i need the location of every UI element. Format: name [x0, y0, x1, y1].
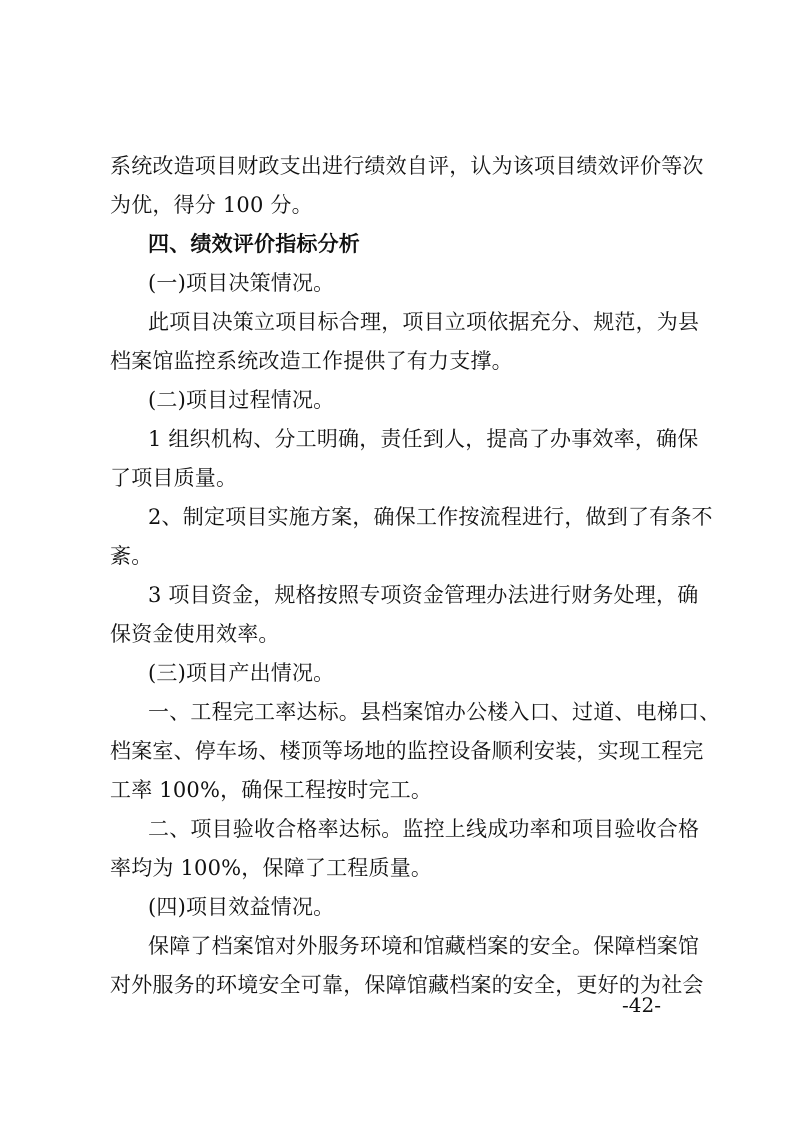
body-text-line: 保资金使用效率。	[110, 622, 280, 646]
body-text-line: 工率 100%，确保工程按时完工。	[110, 778, 433, 802]
body-text-line: 档案室、停车场、楼顶等场地的监控设备顺利安装，实现工程完	[110, 739, 704, 763]
body-text-line: 3 项目资金，规格按照专项资金管理办法进行财务处理，确	[148, 583, 699, 607]
body-text-line: 对外服务的环境安全可靠，保障馆藏档案的安全，更好的为社会	[110, 973, 704, 997]
body-text-line: 了项目质量。	[110, 466, 238, 490]
subsection-heading: (四)项目效益情况。	[148, 895, 335, 919]
subsection-heading: (三)项目产出情况。	[148, 661, 335, 685]
body-text-line: 二、项目验收合格率达标。监控上线成功率和项目验收合格	[148, 817, 700, 841]
body-text-line: 此项目决策立项目标合理，项目立项依据充分、规范，为县	[148, 310, 700, 334]
body-text-line: 紊。	[110, 544, 153, 568]
body-text-line: 为优，得分 100 分。	[110, 193, 313, 217]
body-text-line: 率均为 100%，保障了工程质量。	[110, 856, 433, 880]
body-text-line: 1 组织机构、分工明确，责任到人，提高了办事效率，确保	[148, 427, 699, 451]
subsection-heading: (一)项目决策情况。	[148, 271, 335, 295]
body-text-line: 保障了档案馆对外服务环境和馆藏档案的安全。保障档案馆	[148, 934, 700, 958]
body-text-line: 系统改造项目财政支出进行绩效自评，认为该项目绩效评价等次	[110, 154, 704, 178]
body-text-line: 一、工程完工率达标。县档案馆办公楼入口、过道、电梯口、	[148, 700, 721, 724]
subsection-heading: (二)项目过程情况。	[148, 388, 335, 412]
body-text-line: 2、制定项目实施方案，确保工作按流程进行，做到了有条不	[148, 505, 713, 529]
page-number: -42-	[622, 993, 661, 1017]
body-text-line: 档案馆监控系统改造工作提供了有力支撑。	[110, 349, 513, 373]
section-heading: 四、绩效评价指标分析	[148, 232, 360, 256]
